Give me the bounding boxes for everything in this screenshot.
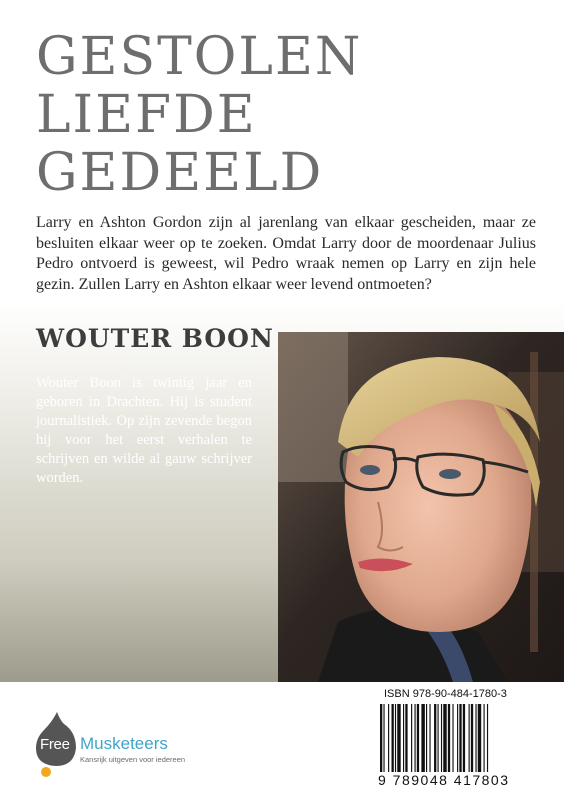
publisher-tagline: Kansrijk uitgeven voor iedereen	[80, 755, 186, 764]
barcode-bar	[484, 704, 485, 772]
isbn-number: ISBN 978-90-484-1780-3	[384, 688, 507, 700]
barcode-bar	[463, 704, 465, 772]
barcode-bar	[478, 704, 481, 772]
barcode-bar	[426, 704, 427, 772]
isbn-barcode	[372, 686, 552, 794]
publisher-free: Free	[40, 736, 70, 753]
barcode-digits: 9 789048 417803	[378, 772, 510, 788]
barcode-bar	[392, 704, 394, 772]
barcode-bar	[434, 704, 436, 772]
book-title	[36, 28, 362, 202]
title-line-3: GEDEELD	[36, 143, 324, 203]
author-name: WOUTER BOON	[36, 324, 274, 353]
publisher-logo	[30, 710, 210, 780]
barcode-bar	[403, 704, 404, 772]
barcode-bar	[469, 704, 470, 772]
barcode-bar	[411, 704, 412, 772]
barcode-bar	[395, 704, 396, 772]
barcode-bar	[457, 704, 458, 772]
barcode-bar	[380, 704, 382, 772]
publisher-musketeers: Musketeers	[80, 734, 168, 753]
barcode-bar	[397, 704, 400, 772]
author-bio: Wouter Boon is twintig jaar en geboren in Drachten. Hij is student journalistiek. Op zijn zevende begon hij voor het eerst verhalen te schrijven en wilde al gauw schrijver worden.	[36, 375, 252, 486]
barcode-bars	[380, 704, 548, 772]
barcode-bar	[405, 704, 407, 772]
barcode-bar	[459, 704, 461, 772]
barcode-bar	[421, 704, 424, 772]
barcode-bar	[388, 704, 389, 772]
barcode-bar	[475, 704, 476, 772]
barcode-bar	[417, 704, 419, 772]
barcode-bar	[448, 704, 450, 772]
barcode-bar	[471, 704, 473, 772]
title-line-2: LIEFDE	[36, 85, 257, 145]
barcode-bar	[441, 704, 442, 772]
barcode-bar	[429, 704, 430, 772]
barcode-bar	[487, 704, 488, 772]
barcode-bar	[438, 704, 439, 772]
title-line-1: GESTOLEN	[36, 27, 363, 87]
barcode-bar	[415, 704, 416, 772]
barcode-bar	[443, 704, 446, 772]
author-photo	[278, 332, 564, 682]
author-portrait-illustration	[278, 332, 564, 682]
barcode-bar	[383, 704, 384, 772]
synopsis-text: Larry en Ashton Gordon zijn al jarenlang van elkaar gescheiden, maar ze besluiten elkaar weer op te zoeken. Omdat Larry door de moordenaar Julius Pedro ontvoerd is geweest, wil Pedro wraak nemen op Larry en zijn hele gezin. Zullen Larry en Ashton elkaar weer levend ontmoeten?	[36, 214, 536, 293]
barcode-bar	[452, 704, 453, 772]
